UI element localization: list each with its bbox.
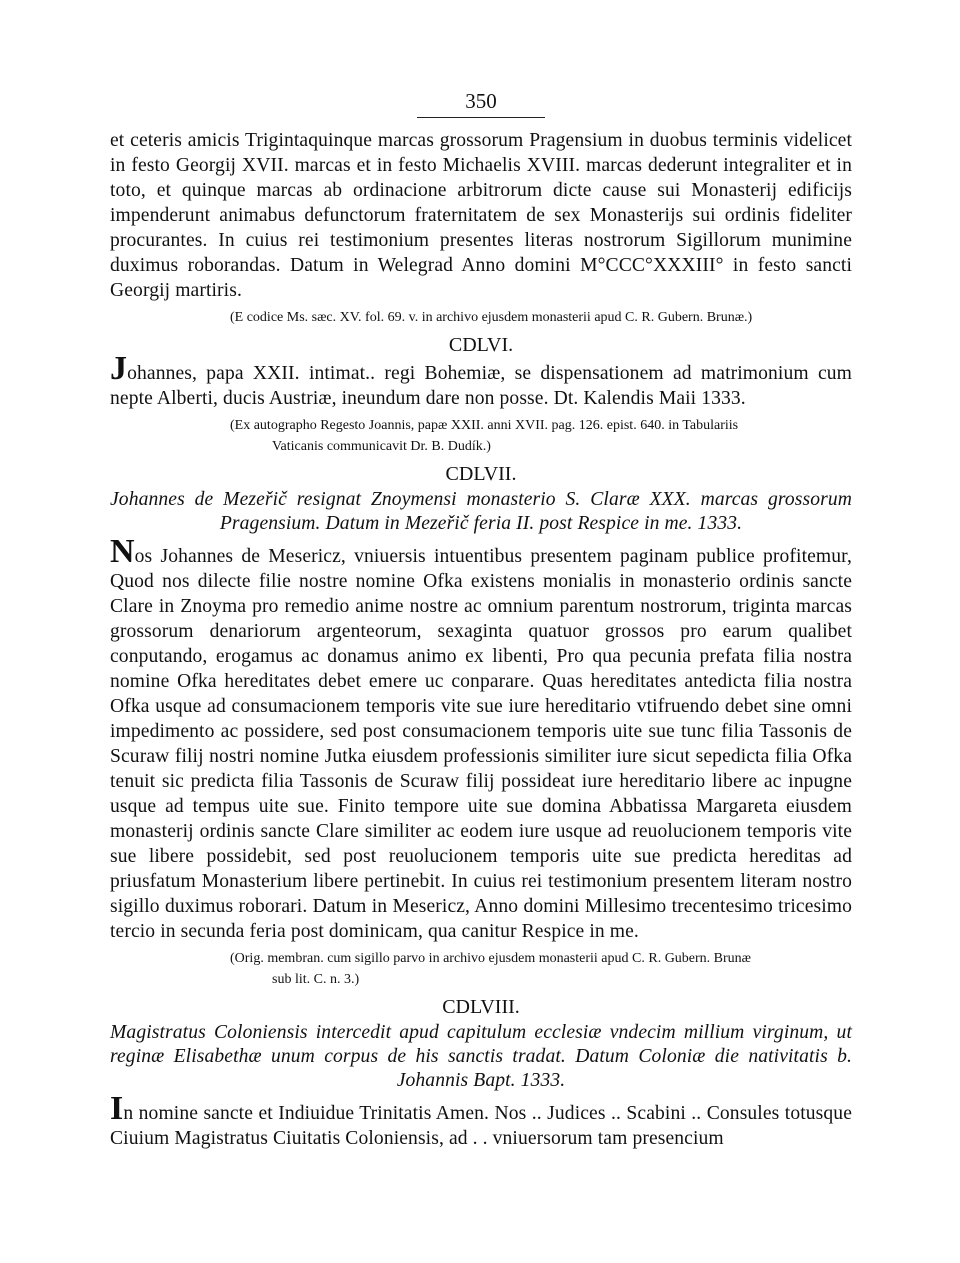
document-text-cdlvii [110, 533, 852, 944]
document-text-cdlvi [110, 350, 852, 411]
page-number-rule [417, 117, 545, 118]
continuation-text: et ceteris amicis Trigintaquinque marcas grossorum Pragensium in duobus terminis videlicet in festo Georgij XVII. marcas et in festo Michaelis XVIII. marcas dederunt integraliter et in toto, et quinque marcas ab ordinacione arbitrorum dicte cause sui Monasterij edificijs impenderunt animabus defunctorum fraternitatem de sex Monasterijs sui ordinis fideliter procurantes. In cuius rei testimonium presentes literas nostrorum Sigillorum munimine duximus roborandas. Datum in Welegrad Anno domini M°CCC°XXXIII° in festo sancti Georgij martiris. [110, 130, 852, 301]
document-body: ohannes, papa XXII. intimat.. regi Bohemiæ, se dispensationem ad matrimonium cum nepte Alberti, ducis Austriæ, ineundum dare non posse. Dt. Kalendis Maii 1333. [110, 363, 852, 409]
document-body: os Johannes de Mesericz, vniuersis intuentibus presentem paginam publice profitemur, Quod nos dilecte filie nostre nomine Ofka existens monialis in monasterio ordinis sancte Clare in Znoyma pro remedio anime nostre ac omnium parentum nostrorum, triginta marcas grossorum denariorum argenteorum, sexaginta quatuor grossos pro earum qualibet conputando, erogamus ac donamus animo ex libenti, Pro qua pecunia prefata filia nostra nomine Ofka hereditates debet emere uc conparare. Quas hereditates antedicta filia nostra Ofka usque ad consumacionem temporis vite sue iure hereditario vtifruendo debet sine omni impedimento ac possidere, sed post consumacionem temporis uite sue tunc filia Tassonis de Scuraw filij nostri nomine Jutka eiusdem professionis similiter iure sicut sepedicta filia Ofka tenuit sic predicta filia Tassonis de Scuraw filij possideat iure hereditario libere ac inpugne usque ad tempus uite sue. Finito tempore uite sue domina Abbatissa Margareta eiusdem monasterij ordinis sancte Clare similiter ac eodem iure usque ad reuolucionem temporis vite sue libere possidebit, sed post reuolucionem temporis uite sue predicta hereditas ad priusfatum Monasterium libere pertinebit. In cuius rei testimonium presentem literam nostro sigillo duximus roborari. Datum in Mesericz, Anno domini Millesimo trecentesimo tricesimo tercio in secunda feria post dominicam, qua canitur Respice in me. [110, 546, 852, 942]
source-note-cdlvi-line2: Vaticanis communicavit Dr. B. Dudík.) [272, 439, 491, 454]
page-number: 350 [465, 89, 497, 113]
source-note-cdlvi-line1: (Ex autographo Regesto Joannis, papæ XXII. anni XVII. pag. 126. epist. 640. in Tabulariis [230, 418, 739, 433]
document-body: n nomine sancte et Indiuidue Trinitatis Amen. Nos .. Judices .. Scabini .. Consules totusque Ciuium Magistratus Ciuitatis Coloniensis, ad . . vniuersorum tam presencium [110, 1103, 852, 1149]
document-page [110, 88, 852, 1151]
source-note-cdlvii-line1: (Orig. membran. cum sigillo parvo in archivo ejusdem monasterii apud C. R. Gubern. Brunæ [230, 951, 752, 966]
summary-cdlvii: Johannes de Mezeřič resignat Znoymensi monasterio S. Claræ XXX. marcas grossorum Pragensium. Datum in Mezeřič feria II. post Respice in me. 1333. [110, 489, 852, 534]
document-number-cdlviii: CDLVIII. [442, 996, 520, 1018]
source-note-cdlvii-line2: sub lit. C. n. 3.) [272, 972, 360, 987]
drop-initial: N [110, 533, 135, 570]
summary-cdlviii: Magistratus Coloniensis intercedit apud capitulum ecclesiæ vndecim millium virginum, ut reginæ Elisabethæ unum corpus de his sanctis tradat. Datum Coloniæ die nativitatis b. Johannis Bapt. 1333. [110, 1022, 852, 1091]
document-number-cdlvii: CDLVII. [445, 463, 517, 485]
drop-initial: I [110, 1090, 124, 1127]
drop-initial: J [110, 350, 128, 387]
document-number-cdlvi: CDLVI. [448, 334, 514, 356]
document-text-cdlviii [110, 1090, 852, 1151]
continuation-source-note: (E codice Ms. sæc. XV. fol. 69. v. in archivo ejusdem monasterii apud C. R. Gubern. Brunæ.) [230, 310, 753, 325]
